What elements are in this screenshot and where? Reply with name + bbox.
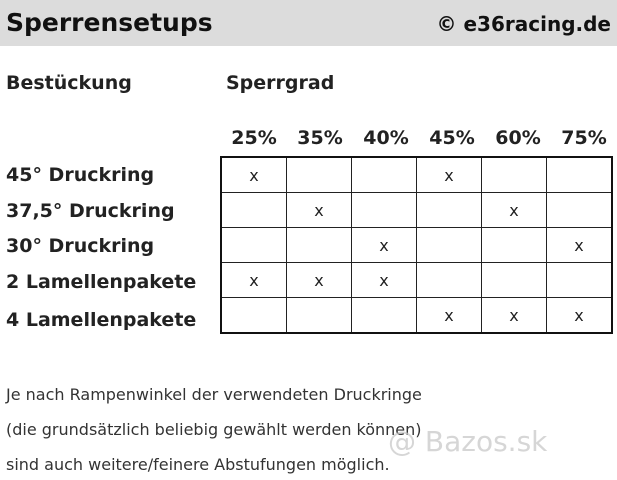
row-label-2-lamellenpakete: 2 Lamellenpakete [6,271,197,293]
grid-cell [417,228,482,263]
config-column-heading: Bestückung [6,72,132,94]
percent-header-45: 45% [429,127,475,149]
copyright-text: © e36racing.de [436,12,611,36]
grid-cell [352,193,417,228]
grid-cell [417,263,482,298]
grid-cell [287,228,352,263]
grid-cell [221,228,287,263]
grid-cell: x [482,298,547,334]
row-label-37-5-druckring: 37,5° Druckring [6,200,175,222]
grid-cell: x [287,263,352,298]
grid-cell [547,263,613,298]
row-label-30-druckring: 30° Druckring [6,235,155,257]
grid-cell [547,157,613,193]
row-label-4-lamellenpakete: 4 Lamellenpakete [6,309,197,331]
table-row [221,157,612,193]
grid-cell [547,193,613,228]
note-line-1: Je nach Rampenwinkel der verwendeten Druckringe [6,385,422,404]
percent-header-75: 75% [561,127,607,149]
grid-cell: x [221,157,287,193]
row-label-45-druckring: 45° Druckring [6,164,155,186]
grid-cell [482,228,547,263]
grid-cell: x [287,193,352,228]
grid-cell [482,263,547,298]
grid-cell: x [221,263,287,298]
grid-cell [221,193,287,228]
percent-header-35: 35% [297,127,343,149]
setup-grid [220,156,613,334]
note-line-3: sind auch weitere/feinere Abstufungen möglich. [6,455,390,474]
watermark: @ Bazos.sk [388,425,548,458]
grid-cell [482,157,547,193]
grid-cell: x [482,193,547,228]
grid-cell [221,298,287,334]
page-title: Sperrensetups [6,8,213,37]
grid-cell: x [352,263,417,298]
percent-header-60: 60% [495,127,541,149]
table-row [221,263,612,298]
grid-cell [352,298,417,334]
degree-column-heading: Sperrgrad [226,72,335,94]
table-row [221,228,612,263]
table-row [221,193,612,228]
grid-cell: x [417,298,482,334]
note-line-2: (die grundsätzlich beliebig gewählt werden können) [6,420,422,439]
grid-cell: x [352,228,417,263]
grid-cell [287,298,352,334]
header-bar [0,0,617,46]
grid-cell [352,157,417,193]
grid-cell [417,193,482,228]
grid-cell [287,157,352,193]
grid-cell: x [417,157,482,193]
percent-header-40: 40% [363,127,409,149]
table-row [221,298,612,334]
grid-cell: x [547,298,613,334]
percent-header-25: 25% [231,127,277,149]
grid-cell: x [547,228,613,263]
